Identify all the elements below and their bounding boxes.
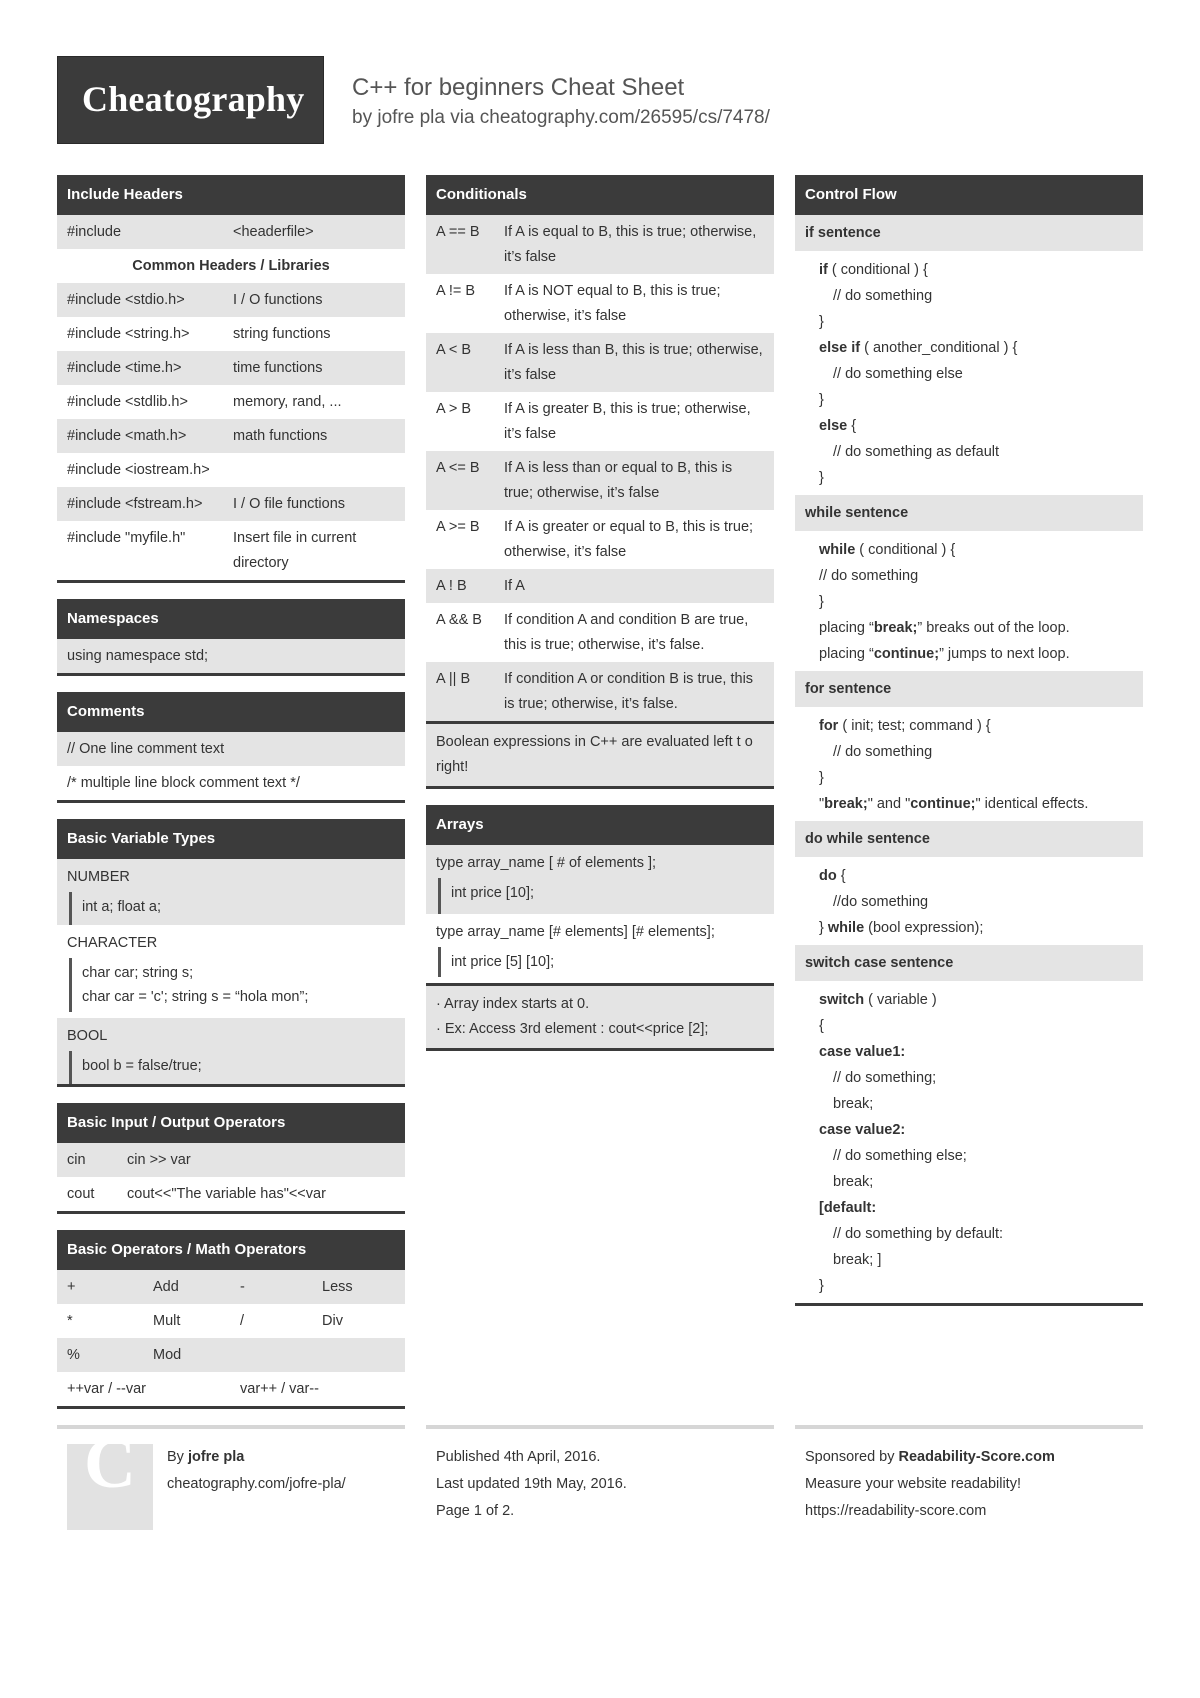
column-left	[57, 175, 405, 1425]
code-text: " and "	[867, 796, 911, 812]
row-key: A <= B	[436, 460, 480, 476]
footer-author	[57, 1423, 405, 1503]
section-title: Include Headers	[57, 175, 405, 215]
code-text: placing “	[819, 646, 874, 662]
row-key: #include <math.h>	[67, 428, 187, 444]
conditionals-note: Boolean expressions in C++ are evaluated left t o right!	[426, 721, 774, 786]
code-line	[819, 713, 1133, 739]
row-key: A > B	[436, 401, 472, 417]
section-title: Basic Variable Types	[57, 819, 405, 859]
note-line: · Array index starts at 0.	[436, 996, 590, 1012]
op-symbol: +	[67, 1279, 76, 1295]
code-text: placing “	[819, 620, 874, 636]
author-name[interactable]: jofre pla	[187, 1449, 245, 1465]
code-line: case value2:	[819, 1122, 906, 1138]
code-text: "	[819, 796, 825, 812]
table-row	[426, 392, 774, 451]
list-item	[426, 914, 774, 977]
code-text: " identical effects.	[975, 796, 1089, 812]
code-line: // do something as default	[833, 444, 1000, 460]
table-row	[57, 732, 405, 766]
section-control-flow	[795, 175, 1143, 1306]
keyword: while	[827, 920, 865, 936]
code-line: int a; float a;	[82, 899, 161, 915]
table-row	[57, 1338, 405, 1372]
code-text: (bool expression);	[864, 920, 984, 936]
op-symbol: *	[67, 1313, 73, 1329]
code-line: }	[819, 392, 824, 408]
table-row	[57, 283, 405, 317]
author-url[interactable]: cheatography.com/jofre-pla/	[167, 1476, 346, 1492]
row-value: If A is less than B, this is true; otherwise, it’s false	[504, 342, 763, 383]
row-value: // One line comment text	[67, 741, 225, 757]
list-item	[57, 1018, 405, 1084]
section-variable-types	[57, 819, 405, 1087]
row-key: #include <stdio.h>	[67, 292, 185, 308]
section-title: Basic Operators / Math Operators	[57, 1230, 405, 1270]
keyword: continue;	[873, 646, 940, 662]
table-row	[57, 453, 405, 487]
op-name: Less	[322, 1279, 353, 1295]
section-title: Namespaces	[57, 599, 405, 639]
page-title: C++ for beginners Cheat Sheet	[352, 74, 685, 101]
code-text: ( conditional ) {	[855, 542, 956, 558]
row-value: time functions	[233, 360, 323, 376]
code-block-if	[795, 251, 1143, 495]
code-line	[819, 257, 1133, 283]
keyword: continue;	[910, 796, 976, 812]
table-row	[426, 333, 774, 392]
code-quote	[69, 892, 395, 925]
published-date: Published 4th April, 2016.	[436, 1449, 601, 1465]
list-item	[57, 859, 405, 925]
row-key: #include <time.h>	[67, 360, 182, 376]
sponsor-tagline: Measure your website readability!	[805, 1476, 1021, 1492]
table-row	[426, 274, 774, 333]
keyword: while	[819, 542, 856, 558]
section-title: Basic Input / Output Operators	[57, 1103, 405, 1143]
table-row	[57, 1372, 405, 1406]
code-line: int price [5] [10];	[451, 954, 555, 970]
row-key: cout	[67, 1186, 95, 1202]
code-line: bool b = false/true;	[82, 1058, 202, 1074]
type-label: NUMBER	[67, 869, 130, 885]
footer-dates	[426, 1425, 774, 1525]
op-symbol: -	[240, 1279, 245, 1295]
row-key: A < B	[436, 342, 472, 358]
row-value: I / O file functions	[233, 496, 346, 512]
code-line: break;	[833, 1096, 874, 1112]
code-text: }	[819, 920, 828, 936]
table-row	[57, 766, 405, 800]
row-value: If A	[504, 578, 525, 594]
table-row	[57, 385, 405, 419]
code-text: ( conditional ) {	[827, 262, 928, 278]
code-block-for	[795, 707, 1143, 821]
code-line: // do something	[833, 288, 933, 304]
syntax-line: type array_name [# elements] [# elements];	[436, 924, 715, 940]
code-line: int price [10];	[451, 885, 535, 901]
subsection-title: switch case sentence	[795, 945, 1143, 981]
table-row	[57, 639, 405, 673]
section-namespaces	[57, 599, 405, 676]
code-line: }	[819, 470, 824, 486]
row-key: A == B	[436, 224, 480, 240]
list-item	[426, 845, 774, 914]
row-key: #include <string.h>	[67, 326, 190, 342]
logo-text: Cheatography	[82, 79, 305, 119]
row-value: cout<<"The variable has"<<var	[127, 1186, 326, 1202]
code-line: // do something by default:	[833, 1226, 1004, 1242]
section-title: Comments	[57, 692, 405, 732]
table-row	[57, 1143, 405, 1177]
author-info	[167, 1444, 405, 1498]
section-io-operators	[57, 1103, 405, 1214]
cheatography-logo[interactable]	[57, 56, 324, 144]
subsection-title: Common Headers / Libraries	[132, 258, 330, 274]
syntax-line: type array_name [ # of elements ];	[436, 855, 657, 871]
row-key: #include <stdlib.h>	[67, 394, 188, 410]
section-title: Arrays	[426, 805, 774, 845]
section-conditionals	[426, 175, 774, 789]
code-quote	[438, 878, 764, 914]
row-value: Insert file in current directory	[233, 530, 357, 571]
code-text: ” jumps to next loop.	[939, 646, 1070, 662]
code-block-do-while	[795, 857, 1143, 945]
keyword: break;	[824, 796, 868, 812]
section-title: Conditionals	[426, 175, 774, 215]
table-row	[426, 451, 774, 510]
op-symbol: ++var / --var	[67, 1381, 146, 1397]
code-line: char car = 'c'; string s = “hola mon”;	[82, 989, 309, 1005]
type-label: BOOL	[67, 1028, 108, 1044]
table-row	[57, 419, 405, 453]
row-key: A >= B	[436, 519, 480, 535]
code-line	[819, 641, 1133, 667]
op-symbol	[240, 1343, 322, 1368]
section-comments	[57, 692, 405, 803]
code-line	[819, 335, 1133, 361]
code-line	[819, 413, 1133, 439]
row-key: A || B	[436, 671, 471, 687]
row-key: #include "myfile.h"	[67, 530, 186, 546]
sponsor-line	[795, 1444, 1143, 1471]
row-value	[233, 458, 395, 483]
row-key: #include	[67, 224, 122, 240]
page-subtitle[interactable]: by jofre pla via cheatography.com/26595/cs/7478/	[352, 107, 770, 128]
row-value: If condition A or condition B is true, this is true; otherwise, it’s false.	[504, 671, 754, 712]
row-key: A != B	[436, 283, 476, 299]
row-value: I / O functions	[233, 292, 323, 308]
code-text: ( another_conditional ) {	[860, 340, 1018, 356]
table-row	[426, 662, 774, 721]
table-row	[426, 569, 774, 603]
section-arrays	[426, 805, 774, 1051]
code-text: {	[836, 868, 846, 884]
subsection-title: for sentence	[795, 671, 1143, 707]
section-math-operators	[57, 1230, 405, 1409]
code-line: }	[819, 594, 824, 610]
code-line: break;	[833, 1174, 874, 1190]
table-row	[57, 521, 405, 580]
code-line: char car; string s;	[82, 965, 194, 981]
footer-sponsor	[795, 1425, 1143, 1525]
code-line: case value1:	[819, 1044, 906, 1060]
code-line	[819, 987, 1133, 1013]
row-key: cin	[67, 1152, 86, 1168]
row-key: A ! B	[436, 578, 467, 594]
avatar[interactable]	[67, 1423, 153, 1530]
row-value: memory, rand, ...	[233, 394, 342, 410]
code-line	[819, 615, 1133, 641]
code-line: // do something	[833, 744, 933, 760]
keyword: break;	[873, 620, 918, 636]
code-line: // do something else	[833, 366, 963, 382]
op-name: Mod	[153, 1347, 182, 1363]
subsection-title: while sentence	[795, 495, 1143, 531]
row-value: If A is greater or equal to B, this is true; otherwise, it’s false	[504, 519, 754, 560]
row-value: cin >> var	[127, 1152, 191, 1168]
page-number: Page 1 of 2.	[436, 1503, 515, 1519]
table-row	[426, 510, 774, 569]
table-row	[57, 1177, 405, 1211]
row-value: If A is NOT equal to B, this is true; otherwise, it’s false	[504, 283, 721, 324]
code-line: // do something	[819, 568, 919, 584]
op-symbol: %	[67, 1347, 80, 1363]
code-line: break; ]	[833, 1252, 882, 1268]
row-value: math functions	[233, 428, 328, 444]
code-line: // do something;	[833, 1070, 937, 1086]
code-line: //do something	[833, 894, 929, 910]
table-row	[57, 1270, 405, 1304]
code-line	[819, 863, 1133, 889]
table-row	[426, 215, 774, 274]
row-key: A && B	[436, 612, 482, 628]
note-line: · Ex: Access 3rd element : cout<<price [2];	[436, 1021, 709, 1037]
op-name: Mult	[153, 1313, 181, 1329]
code-text: ( variable )	[864, 992, 937, 1008]
code-quote	[69, 1051, 395, 1084]
code-quote	[69, 958, 395, 1012]
op-symbol: var++ / var--	[240, 1381, 319, 1397]
avatar-letter: C	[84, 1423, 136, 1503]
code-block-while	[795, 531, 1143, 671]
type-label: CHARACTER	[67, 935, 158, 951]
table-row	[57, 487, 405, 521]
subsection-title: if sentence	[795, 215, 1143, 251]
op-name	[322, 1343, 395, 1368]
table-row	[57, 351, 405, 385]
keyword: if	[819, 262, 828, 278]
row-value: If A is greater B, this is true; otherwise, it’s false	[504, 401, 751, 442]
op-name: Add	[153, 1279, 179, 1295]
updated-date: Last updated 19th May, 2016.	[436, 1476, 627, 1492]
code-line	[819, 915, 1133, 941]
keyword: do	[819, 868, 837, 884]
code-line: }	[819, 314, 824, 330]
sponsor-name[interactable]: Readability-Score.com	[898, 1449, 1055, 1465]
arrays-note	[426, 983, 774, 1048]
keyword: else if	[819, 340, 861, 356]
row-value: string functions	[233, 326, 331, 342]
code-line: [default:	[819, 1200, 877, 1216]
keyword: switch	[819, 992, 865, 1008]
keyword: for	[819, 718, 839, 734]
table-row	[57, 215, 405, 249]
code-line	[819, 791, 1133, 817]
row-value: If A is equal to B, this is true; otherwise, it’s false	[504, 224, 757, 265]
table-row	[57, 317, 405, 351]
column-middle	[426, 175, 774, 1067]
code-block-switch	[795, 981, 1143, 1303]
table-row	[57, 1304, 405, 1338]
subsection-title: do while sentence	[795, 821, 1143, 857]
row-key: #include <iostream.h>	[67, 462, 210, 478]
table-row	[426, 603, 774, 662]
sponsor-prefix: Sponsored by	[805, 1449, 899, 1465]
code-line	[819, 537, 1133, 563]
code-text: ( init; test; command ) {	[838, 718, 991, 734]
by-prefix: By	[167, 1449, 188, 1465]
code-line: // do something else;	[833, 1148, 967, 1164]
op-symbol: /	[240, 1313, 245, 1329]
code-quote	[438, 947, 764, 977]
row-key: #include <fstream.h>	[67, 496, 203, 512]
keyword: else	[819, 418, 848, 434]
code-line: {	[819, 1018, 824, 1034]
row-value: <headerfile>	[233, 224, 314, 240]
list-item	[57, 925, 405, 1012]
sponsor-url[interactable]: https://readability-score.com	[805, 1503, 987, 1519]
row-value: If condition A and condition B are true, this is true; otherwise, it’s false.	[504, 612, 749, 653]
author-line	[167, 1444, 405, 1471]
column-right	[795, 175, 1143, 1322]
row-value: /* multiple line block comment text */	[67, 775, 300, 791]
code-line: }	[819, 770, 824, 786]
code-line: }	[819, 1278, 824, 1294]
row-value: If A is less than or equal to B, this is true; otherwise, it’s false	[504, 460, 733, 501]
section-include-headers	[57, 175, 405, 583]
op-name: Div	[322, 1313, 343, 1329]
code-text: ” breaks out of the loop.	[917, 620, 1070, 636]
code-text: {	[847, 418, 857, 434]
section-title: Control Flow	[795, 175, 1143, 215]
row-value: using namespace std;	[67, 648, 209, 664]
